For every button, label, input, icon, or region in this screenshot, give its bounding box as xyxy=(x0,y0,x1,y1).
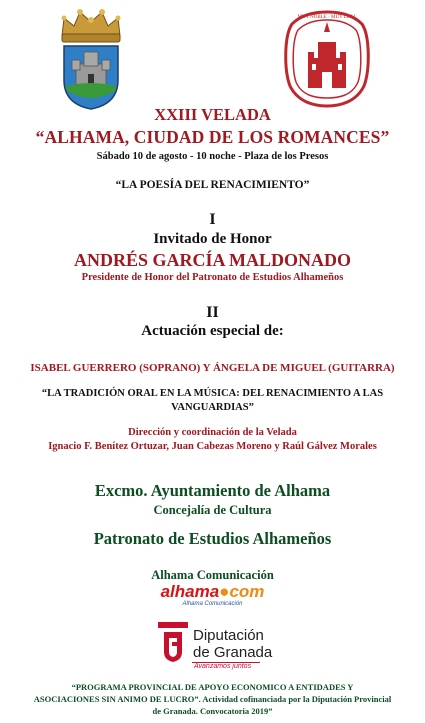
diputacion-line2: de Granada xyxy=(193,644,273,661)
part2-numeral: II xyxy=(206,304,219,321)
concejalia: Concejalía de Cultura xyxy=(153,503,272,517)
diputacion-emblem-icon xyxy=(158,620,188,662)
part1-numeral: I xyxy=(209,211,216,228)
footer-line-3: de Granada. Convocatoria 2019” xyxy=(152,706,273,716)
alhama-coat-of-arms xyxy=(58,6,124,110)
alhama-logo-dot-icon: ● xyxy=(219,582,230,601)
diputacion-tagline: Avanzamos juntos xyxy=(194,663,252,670)
seal-lettering: MUY NOBLE · MUY LEAL xyxy=(297,15,357,20)
edition-title: XXIII VELADA xyxy=(154,105,271,124)
alhama-logo-part1: alhama xyxy=(160,582,220,601)
program-line-2: VANGUARDIAS” xyxy=(171,402,254,413)
alhama-logo-tagline: Alhama Comunicación xyxy=(182,601,243,607)
event-title: “ALHAMA, CIUDAD DE LOS ROMANCES” xyxy=(35,127,390,147)
direction-label: Dirección y coordinación de la Velada xyxy=(128,427,297,438)
footer-line-1: “PROGRAMA PROVINCIAL DE APOYO ECONOMICO A ENTIDADES Y xyxy=(71,682,354,692)
alhama-comunicacion: Alhama Comunicación xyxy=(151,568,274,582)
performers: ISABEL GUERRERO (SOPRANO) Y ÁNGELA DE MIGUEL (GUITARRA) xyxy=(30,362,395,374)
part2-label: Actuación especial de: xyxy=(141,323,284,339)
ayuntamiento: Excmo. Ayuntamiento de Alhama xyxy=(94,481,331,500)
diputacion-line1: Diputación xyxy=(193,627,264,644)
footer-line-2: ASOCIACIONES SIN ANIMO DE LUCRO”. Actividad cofinanciada por la Diputación Provincial xyxy=(33,694,392,704)
theme-title: “LA POESÍA DEL RENACIMIENTO” xyxy=(115,179,310,191)
guest-role: Presidente de Honor del Patronato de Estudios Alhameños xyxy=(81,272,344,283)
patronato-seal xyxy=(282,10,372,108)
direction-names: Ignacio F. Benítez Ortuzar, Juan Cabezas Moreno y Raúl Gálvez Morales xyxy=(48,441,377,452)
patronato: Patronato de Estudios Alhameños xyxy=(93,529,332,548)
program-line-1: “LA TRADICIÓN ORAL EN LA MÚSICA: DEL RENACIMIENTO A LAS xyxy=(41,388,384,399)
date-place: Sábado 10 de agosto - 10 noche - Plaza de los Presos xyxy=(96,151,329,162)
alhama-com-logo xyxy=(0,582,425,602)
alhama-logo-part2: com xyxy=(229,582,265,601)
guest-name: ANDRÉS GARCÍA MALDONADO xyxy=(73,250,351,270)
part1-label: Invitado de Honor xyxy=(153,231,272,247)
